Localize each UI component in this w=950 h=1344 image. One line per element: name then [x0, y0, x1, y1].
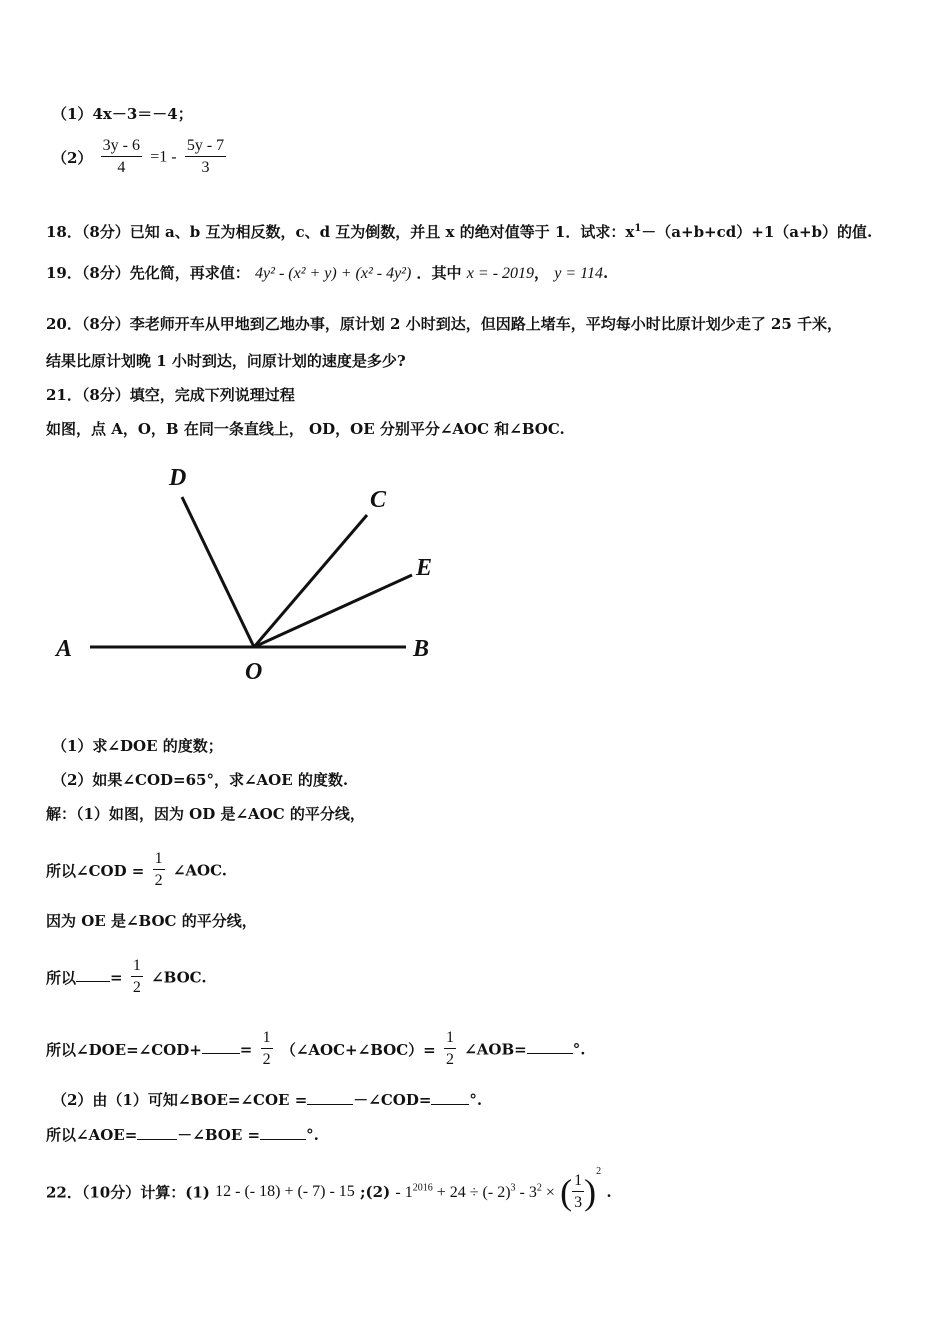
angle-figure: [40, 455, 460, 690]
q21-sol3: 因为 OE 是∠BOC 的平分线，: [46, 912, 257, 930]
q21-intro: 如图，点 A，O，B 在同一条直线上， OD，OE 分别平分∠AOC 和∠BOC.: [46, 420, 565, 438]
label-O: O: [245, 659, 263, 685]
blank-4[interactable]: [307, 1090, 353, 1105]
label-C: C: [370, 487, 387, 513]
q21-sol1: 解：（1）如图，因为 OD 是∠AOC 的平分线，: [46, 805, 365, 823]
label-B: B: [413, 636, 430, 662]
q22-text: 22．（10分）计算：(1) 12 - (- 18) + (- 7) - 15 ;(2) - $1^{2016} + 24$ ÷ (- $2)^3 - 3^2$ × ( $\frac{1}{3}$ )$^2$ .: [46, 1166, 612, 1212]
blank-1[interactable]: [76, 967, 110, 982]
ray-OC: [254, 515, 367, 647]
q21-q1: （1）求∠DOE 的度数；: [52, 737, 223, 755]
q17-frac2: $\frac{5y - 7}{3}$: [186, 137, 225, 176]
q19-expression: 4y² - (x² + y) + (x² - 4y²): [255, 265, 412, 282]
blank-3[interactable]: [527, 1039, 573, 1054]
q22-expr1: 12 - (- 18) + (- 7) - 15: [215, 1183, 355, 1200]
q17-part1: （1）4x－3＝－4；: [52, 105, 193, 123]
q17-part2: （2） $\frac{3y - 6}{4}$ =1 - $\frac{5y - 7}{3}$: [52, 136, 229, 179]
q17-frac1: $\frac{3y - 6}{4}$: [102, 137, 140, 176]
ray-OD: [182, 497, 254, 647]
q20-line1: 20．（8分）李老师开车从甲地到乙地办事，原计划 2 小时到达，但因路上堵车，平均每小时比原计划少走了 25 千米，: [46, 315, 843, 333]
label-D: D: [169, 465, 187, 491]
q21-q2: （2）如果∠COD=65°，求∠AOE 的度数.: [52, 771, 349, 789]
blank-5[interactable]: [431, 1090, 469, 1105]
q19-text: 19．（8分）先化简，再求值： 4y² - (x² + y) + (x² - 4y²) ．其中 x = - 2019， y = 114.: [46, 264, 609, 282]
blank-7[interactable]: [260, 1125, 306, 1140]
q21-sol4: 所以 = $\frac{1}{2}$ ∠BOC.: [46, 957, 207, 996]
q18-text: 18．（8分）已知 a、b 互为相反数，c、d 互为倒数，并且 x 的绝对值等于 1．试求：$x^1-(a+b+cd)+1(a+b)$的值.: [46, 223, 873, 241]
q20-line2: 结果比原计划晚 1 小时到达，问原计划的速度是多少?: [46, 352, 406, 370]
q21-sol2: 所以∠COD = $\frac{1}{2}$ ∠AOC.: [46, 850, 228, 889]
q21-sol6: （2）由（1）可知∠BOE=∠COE = －∠COD= °.: [52, 1091, 483, 1109]
q22-expr2: - $1^{2016} + 24$ ÷ (- $2)^3 - 3^2$ ×: [395, 1182, 555, 1201]
blank-6[interactable]: [137, 1125, 177, 1140]
ray-OE: [254, 575, 412, 647]
q21-sol5: 所以∠DOE=∠COD+ = $\frac{1}{2}$ （∠AOC+∠BOC）= $\frac{1}{2}$ ∠AOB= °.: [46, 1029, 586, 1068]
label-A: A: [56, 636, 73, 662]
blank-2[interactable]: [202, 1039, 240, 1054]
q21-title: 21．（8分）填空，完成下列说理过程: [46, 386, 295, 404]
q21-sol7: 所以∠AOE= －∠BOE = °.: [46, 1126, 319, 1144]
label-E: E: [416, 555, 433, 581]
